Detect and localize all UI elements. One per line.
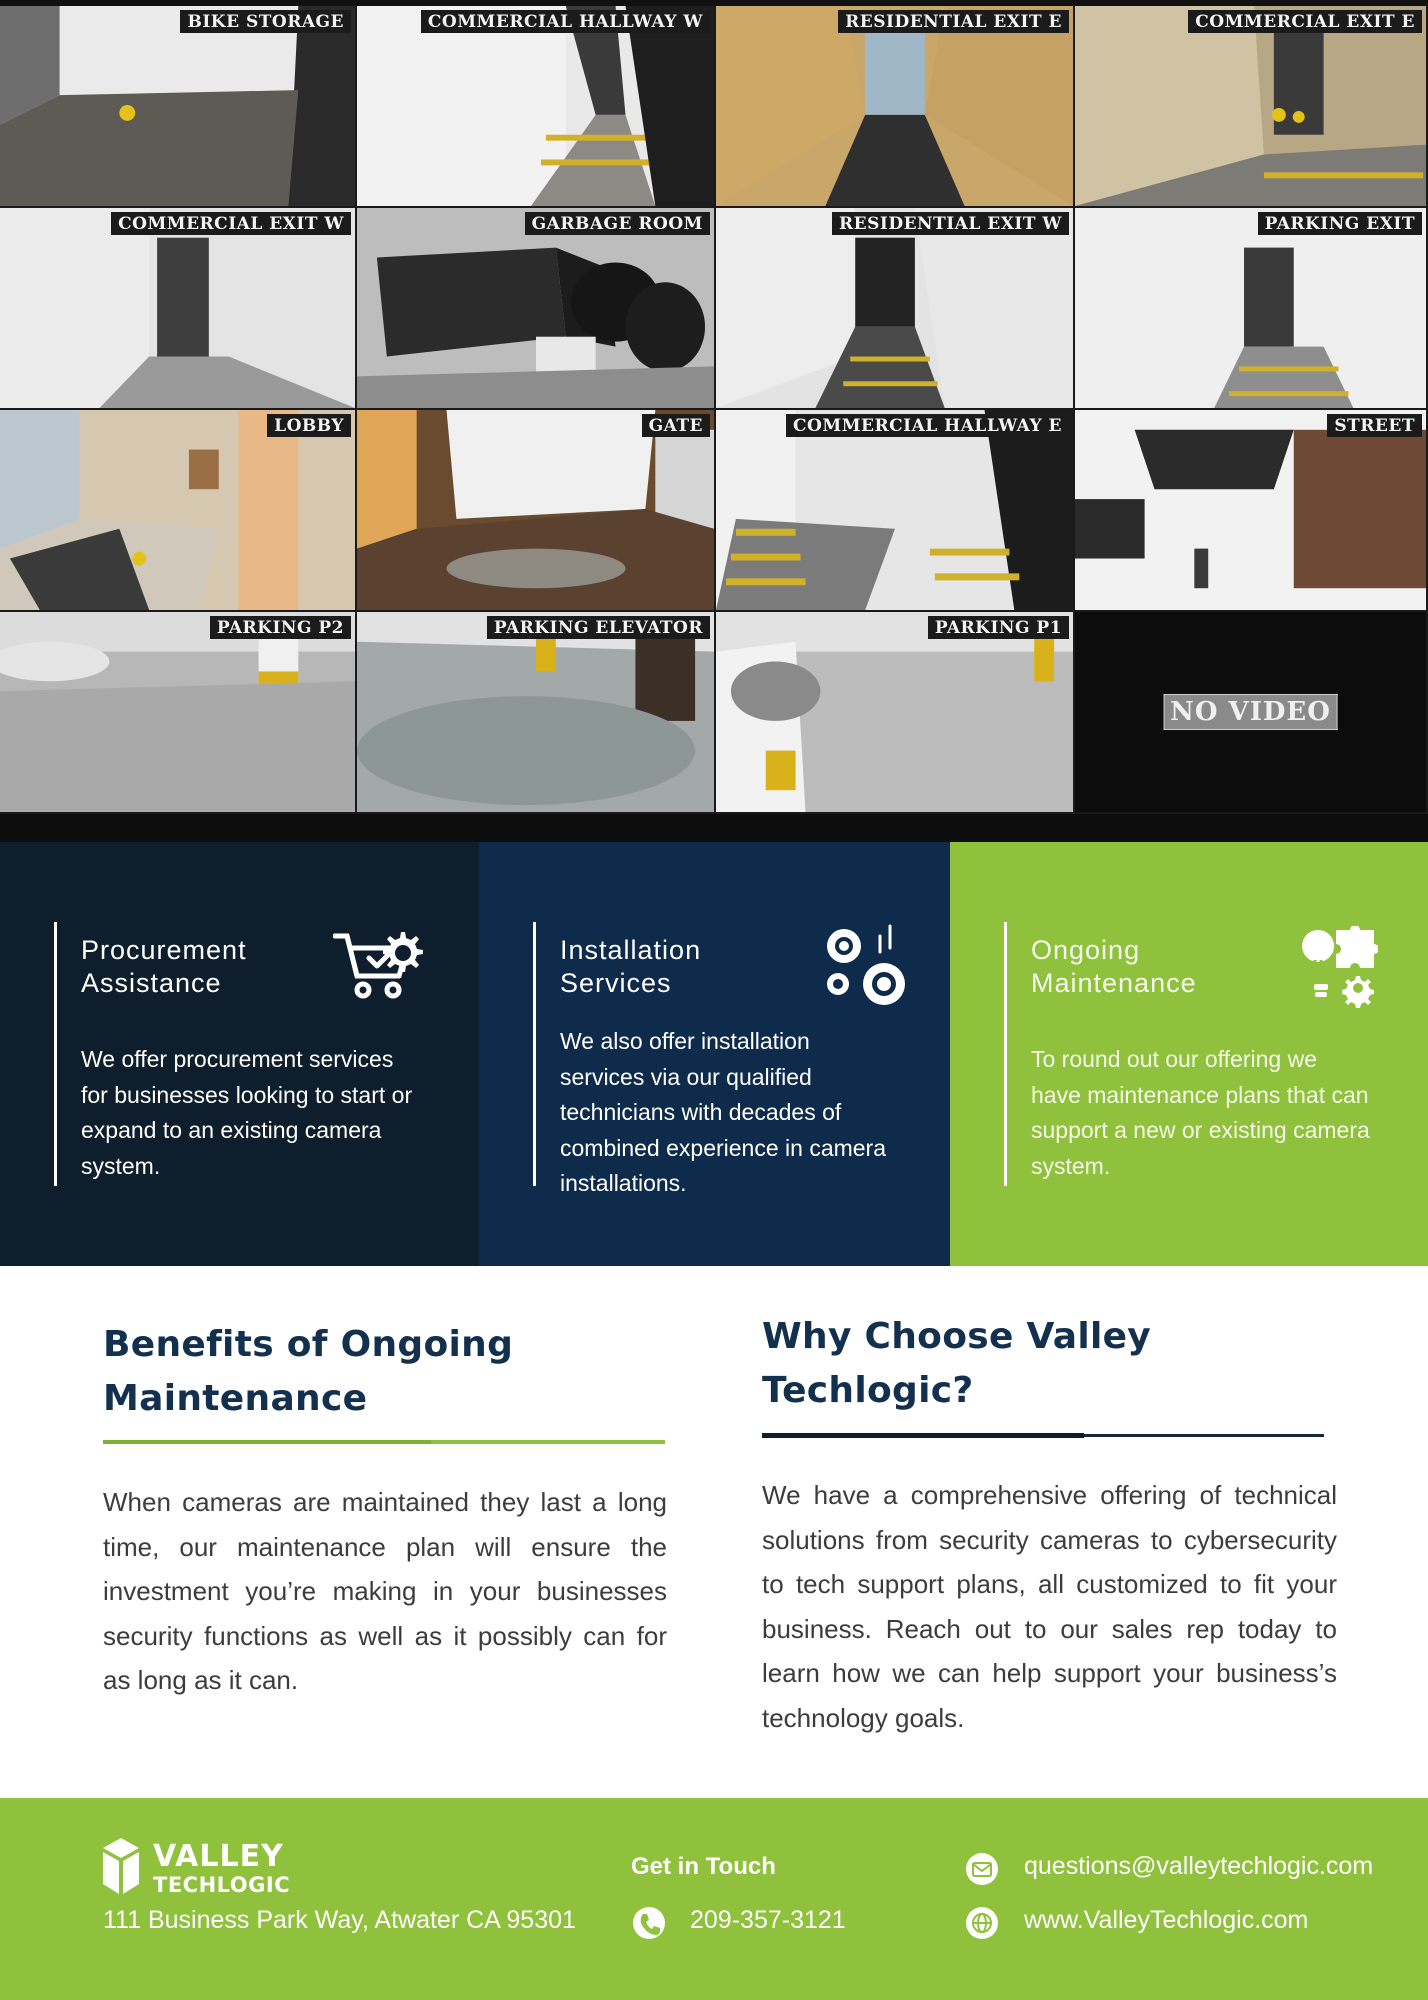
camera-label: PARKING EXIT xyxy=(1258,212,1422,235)
why-body: We have a comprehensive offering of technical solutions from security cameras to cybersecurity to tech support plans, all customized to fit your business. Reach out to our sales rep today to learn how we can help support your business’s technology goals. xyxy=(762,1480,1337,1733)
valley-techlogic-logo[interactable] xyxy=(103,1838,343,1898)
service-installation xyxy=(479,842,950,1266)
footer-address: 111 Business Park Way, Atwater CA 95301 xyxy=(103,1906,576,1934)
camera-feed-commercial-exit-w xyxy=(0,208,357,410)
get-in-touch-label: Get in Touch xyxy=(631,1853,776,1880)
camera-label: BIKE STORAGE xyxy=(180,10,351,33)
camera-label: COMMERCIAL HALLWAY E xyxy=(786,414,1069,437)
gears-icon xyxy=(822,922,912,1012)
benefits-heading: Benefits of Ongoing Maintenance xyxy=(103,1324,514,1419)
divider xyxy=(54,922,57,1186)
footer-website[interactable]: www.ValleyTechlogic.com xyxy=(1024,1906,1309,1934)
camera-feed-gate xyxy=(357,410,716,612)
camera-label: COMMERCIAL HALLWAY W xyxy=(421,10,710,33)
camera-feed-commercial-hallway-e xyxy=(716,410,1075,612)
heading-underline xyxy=(762,1434,1324,1437)
bulb-puzzle-gear-icon xyxy=(1298,926,1378,1010)
email-icon xyxy=(965,1852,999,1886)
camera-feed-garbage-room xyxy=(357,208,716,410)
camera-label: RESIDENTIAL EXIT W xyxy=(832,212,1069,235)
services-section xyxy=(0,842,1428,1266)
camera-label: COMMERCIAL EXIT W xyxy=(111,212,351,235)
camera-feed-bike-storage xyxy=(0,6,357,208)
divider xyxy=(1004,922,1007,1186)
service-description: To round out our offering we have maintenance plans that can support a new or existing camera system. xyxy=(1031,1046,1370,1179)
camera-feed-residential-exit-w xyxy=(716,208,1075,410)
service-maintenance xyxy=(950,842,1428,1266)
camera-feed-parking-p2 xyxy=(0,612,357,814)
camera-label: GARBAGE ROOM xyxy=(525,212,710,235)
phone-icon xyxy=(632,1906,666,1940)
camera-feed-no-video xyxy=(1075,612,1428,814)
camera-label: GATE xyxy=(642,414,710,437)
footer xyxy=(0,1798,1428,2000)
service-title: Installation Services xyxy=(560,935,702,998)
camera-wall-image xyxy=(0,0,1428,842)
camera-feed-lobby xyxy=(0,410,357,612)
camera-label: PARKING ELEVATOR xyxy=(487,616,710,639)
logo-line-1: VALLEY xyxy=(153,1839,284,1874)
camera-feed-residential-exit-e xyxy=(716,6,1075,208)
logo-line-2: TECHLOGIC xyxy=(153,1873,291,1897)
divider xyxy=(533,922,536,1186)
camera-feed-parking-exit xyxy=(1075,208,1428,410)
camera-label: PARKING P2 xyxy=(210,616,351,639)
service-title: Procurement Assistance xyxy=(81,935,247,998)
service-procurement xyxy=(0,842,479,1266)
footer-email[interactable]: questions@valleytechlogic.com xyxy=(1024,1852,1374,1880)
service-description: We also offer installation services via our qualified technicians with decades of combined experience in camera installations. xyxy=(560,1028,887,1196)
service-title: Ongoing Maintenance xyxy=(1031,935,1197,998)
camera-feed-street xyxy=(1075,410,1428,612)
no-video-indicator: NO VIDEO xyxy=(1163,694,1338,730)
globe-icon xyxy=(965,1906,999,1940)
camera-label: STREET xyxy=(1327,414,1422,437)
camera-label: LOBBY xyxy=(267,414,351,437)
heading-underline xyxy=(103,1440,665,1444)
benefits-body: When cameras are maintained they last a long time, our maintenance plan will ensure the investment you’re making in your businesses security functions as well as it possibly can for as long as it can. xyxy=(103,1487,667,1695)
cart-gear-icon xyxy=(333,924,433,1004)
camera-feed-parking-elevator xyxy=(357,612,716,814)
camera-label: PARKING P1 xyxy=(928,616,1069,639)
why-section xyxy=(762,1310,1342,1740)
camera-feed-parking-p1 xyxy=(716,612,1075,814)
camera-label: RESIDENTIAL EXIT E xyxy=(838,10,1069,33)
camera-feed-commercial-exit-e xyxy=(1075,6,1428,208)
footer-phone[interactable]: 209-357-3121 xyxy=(690,1906,846,1934)
benefits-section xyxy=(103,1310,667,1703)
service-description: We offer procurement services for businesses looking to start or expand to an existing camera system. xyxy=(81,1046,413,1179)
camera-feed-commercial-hallway-w xyxy=(357,6,716,208)
camera-label: COMMERCIAL EXIT E xyxy=(1188,10,1422,33)
why-heading: Why Choose Valley Techlogic? xyxy=(762,1316,1152,1411)
